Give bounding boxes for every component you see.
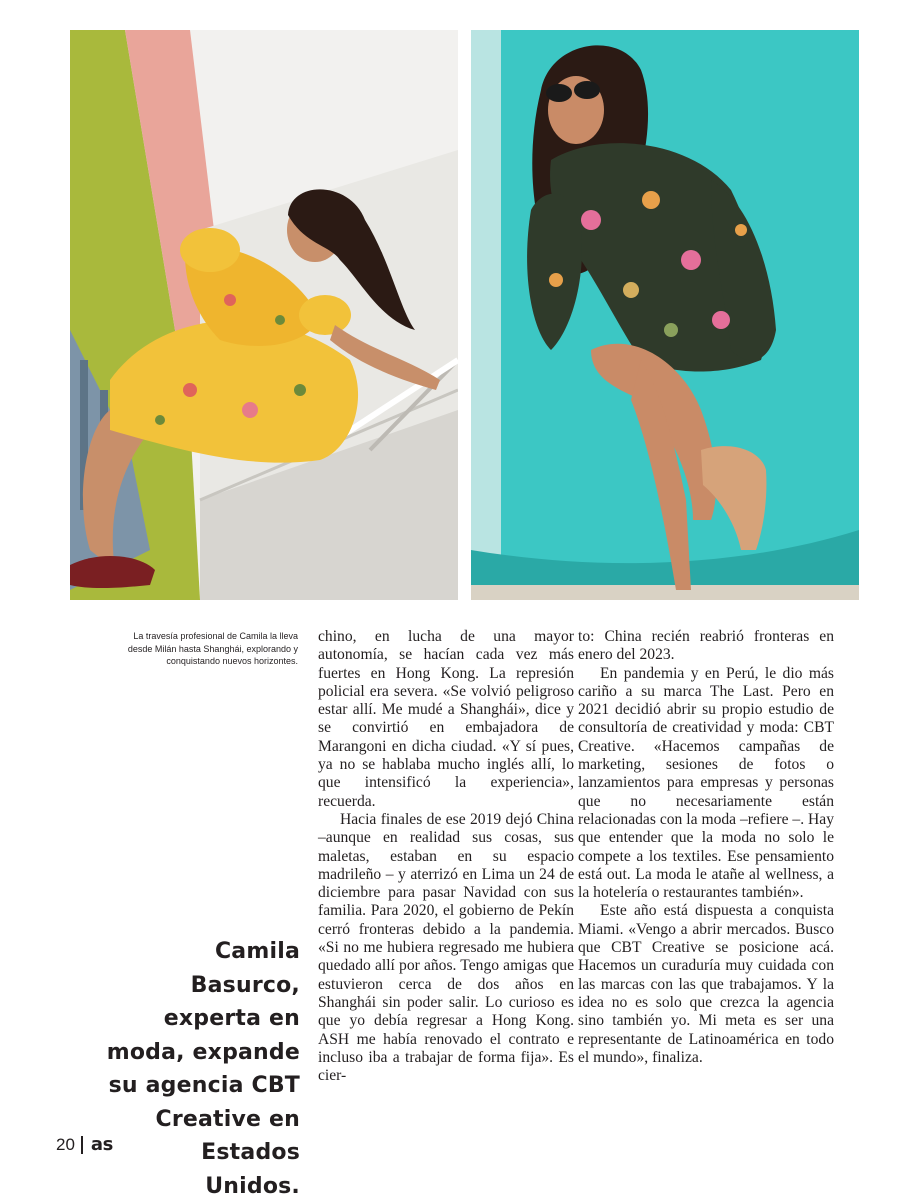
page-folio <box>56 1134 113 1156</box>
photo-dark-floral-dress <box>471 30 859 600</box>
folio-divider <box>81 1136 83 1154</box>
photo-yellow-dress-image <box>70 30 458 600</box>
photo-caption: La travesía profesional de Camila la lleva desde Milán hasta Shanghái, explorando y conquistando nuevos horizontes. <box>127 631 298 666</box>
article-column-middle <box>318 628 574 1085</box>
paragraph: Hacia finales de ese 2019 dejó China –aunque en realidad sus cosas, sus maletas, estaban en su espacio madrileño – y aterrizó en Lima un 24 de diciembre para pasar Navidad con sus familia. Para 2020, el gobierno de Pekín cerró fronteras debido a la pandemia. «Si no me hubiera regresado me hubiera quedado allí por años. Tengo amigas que estuvieron cerca de dos años en Shanghái sin poder salir. Lo curioso es que yo debía regresar a Hong Kong. ASH me había renovado el contrato e incluso iba a trabajar de forma fija». Es cier- <box>318 810 574 1085</box>
pull-quote: Camila Basurco, experta en moda, expande su agencia CBT Creative en Estados Unidos. <box>106 939 300 1199</box>
paragraph: Este año está dispuesta a conquista Miami. «Vengo a abrir mercados. Busco que CBT Creative se posicione acá. Hacemos un curaduría muy cuidada con las marcas con las que trabajamos. Y la idea no es solo que crezca la agencia sino también yo. Mi meta es ser una representante de Latinoamérica en todo el mundo», finaliza. <box>578 902 834 1066</box>
photo-yellow-dress <box>70 30 458 600</box>
paragraph: chino, en lucha de una mayor autonomía, se hacían cada vez más fuertes en Hong Kong. La represión policial era severa. «Se volvió peligroso estar allí. Me mudé a Shanghái», dice y se convirtió en embajadora de Marangoni en dicha ciudad. «Y sí pues, ya no se hablaba mucho inglés allí, lo que intensificó la experiencia», recuerda. <box>318 628 574 810</box>
article-column-right <box>578 628 834 1067</box>
paragraph: to: China recién reabrió fronteras en enero del 2023. <box>578 628 834 664</box>
page-number: 20 <box>56 1135 75 1154</box>
paragraph: En pandemia y en Perú, le dio más cariño a su marca The Last. Pero en 2021 decidió abrir su propio estudio de consultoría de creatividad y moda: CBT Creative. «Hacemos campañas de marketing, sesiones de fotos o lanzamientos para empresas y personas que no necesariamente están relacionadas con la moda –refiere –. Hay que entender que la moda no solo le compete a los textiles. Ese pensamiento está out. La moda le atañe al wellness, a la hotelería o restaurantes también». <box>578 664 834 902</box>
magazine-logo: as <box>90 1134 113 1155</box>
photo-dark-floral-dress-image <box>471 30 859 600</box>
